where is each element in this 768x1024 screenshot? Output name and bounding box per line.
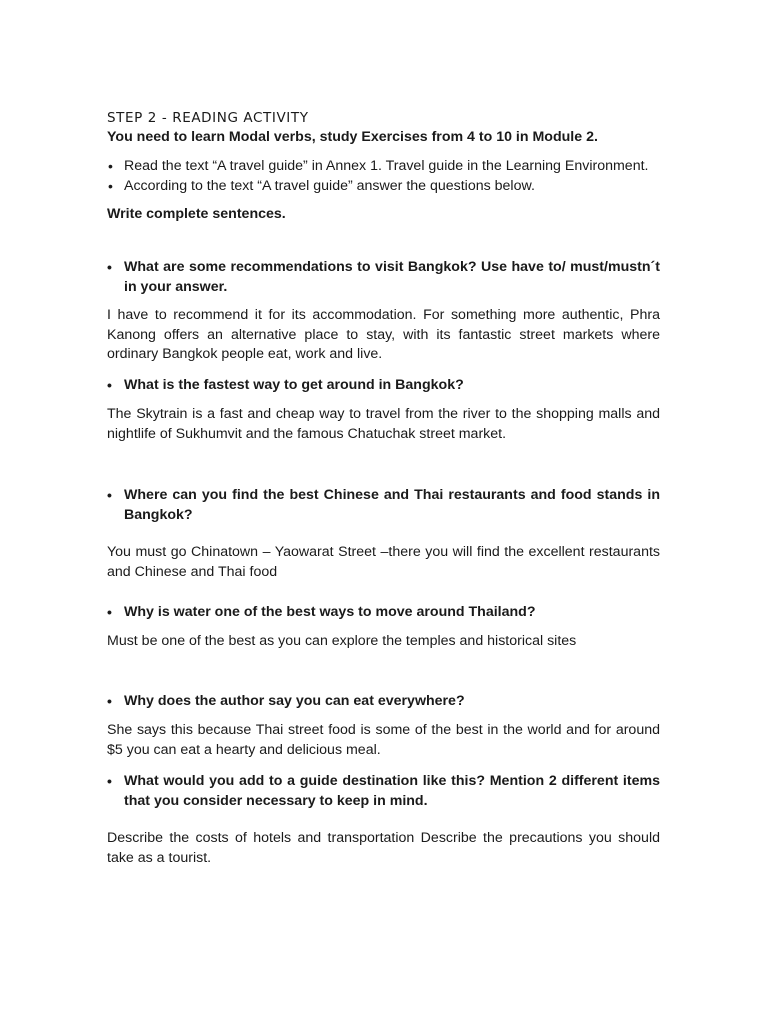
qa-item bbox=[107, 257, 660, 297]
qa-item bbox=[107, 602, 660, 622]
qa-item bbox=[107, 375, 660, 395]
question-text: What are some recommendations to visit Bangkok? Use have to/ must/mustn´t in your answer. bbox=[124, 259, 660, 295]
answer-text: I have to recommend it for its accommodation. For something more authentic, Phra Kanong offers an alternative place to stay, with its fantastic street markets where ordinary Bangkok people eat, work and live. bbox=[107, 307, 660, 362]
answer-block bbox=[107, 632, 660, 652]
qa-item bbox=[107, 691, 660, 711]
answer-block bbox=[107, 543, 660, 582]
answer-block bbox=[107, 829, 660, 868]
answer-text: She says this because Thai street food is some of the best in the world and for around $5 you can eat a hearty and delicious meal. bbox=[107, 722, 660, 758]
bullet-item: • According to the text “A travel guide” answer the questions below. bbox=[107, 176, 660, 196]
question-text: Why does the author say you can eat everywhere? bbox=[124, 693, 465, 709]
question-text: Where can you find the best Chinese and Thai restaurants and food stands in Bangkok? bbox=[124, 487, 660, 523]
question-text: What would you add to a guide destination like this? Mention 2 different items that you consider necessary to keep in mind. bbox=[124, 773, 660, 809]
question bbox=[107, 771, 660, 811]
question bbox=[107, 257, 660, 297]
answer-text: Must be one of the best as you can explore the temples and historical sites bbox=[107, 633, 577, 649]
answer-block bbox=[107, 306, 660, 365]
question bbox=[107, 485, 660, 525]
document-header bbox=[107, 109, 660, 224]
bullet-icon: • bbox=[107, 693, 112, 709]
bullet-icon: • bbox=[107, 773, 112, 789]
bullet-icon: • bbox=[107, 259, 112, 275]
answer-block bbox=[107, 405, 660, 444]
write-instruction: Write complete sentences. bbox=[107, 206, 286, 222]
question bbox=[107, 691, 660, 711]
question bbox=[107, 602, 660, 622]
answer-text: Describe the costs of hotels and transportation Describe the precautions you should take as a tourist. bbox=[107, 830, 660, 866]
answer-text: The Skytrain is a fast and cheap way to travel from the river to the shopping malls and nightlife of Sukhumvit and the famous Chatuchak street market. bbox=[107, 406, 660, 442]
answer-block bbox=[107, 721, 660, 760]
module-instruction: You need to learn Modal verbs, study Exercises from 4 to 10 in Module 2. bbox=[107, 129, 598, 145]
question-text: Why is water one of the best ways to move around Thailand? bbox=[124, 604, 536, 620]
question bbox=[107, 375, 660, 395]
question-text: What is the fastest way to get around in Bangkok? bbox=[124, 377, 464, 393]
qa-item bbox=[107, 771, 660, 811]
bullet-icon: • bbox=[107, 377, 112, 393]
reading-bullets bbox=[107, 156, 660, 196]
bullet-icon: • bbox=[107, 487, 112, 503]
bullet-icon: • bbox=[107, 604, 112, 620]
bullet-item: • Read the text “A travel guide” in Annex 1. Travel guide in the Learning Environment. bbox=[107, 156, 660, 176]
step-title: STEP 2 - READING ACTIVITY bbox=[107, 110, 309, 126]
qa-item bbox=[107, 485, 660, 525]
answer-text: You must go Chinatown – Yaowarat Street –there you will find the excellent restaurants and Chinese and Thai food bbox=[107, 544, 660, 580]
